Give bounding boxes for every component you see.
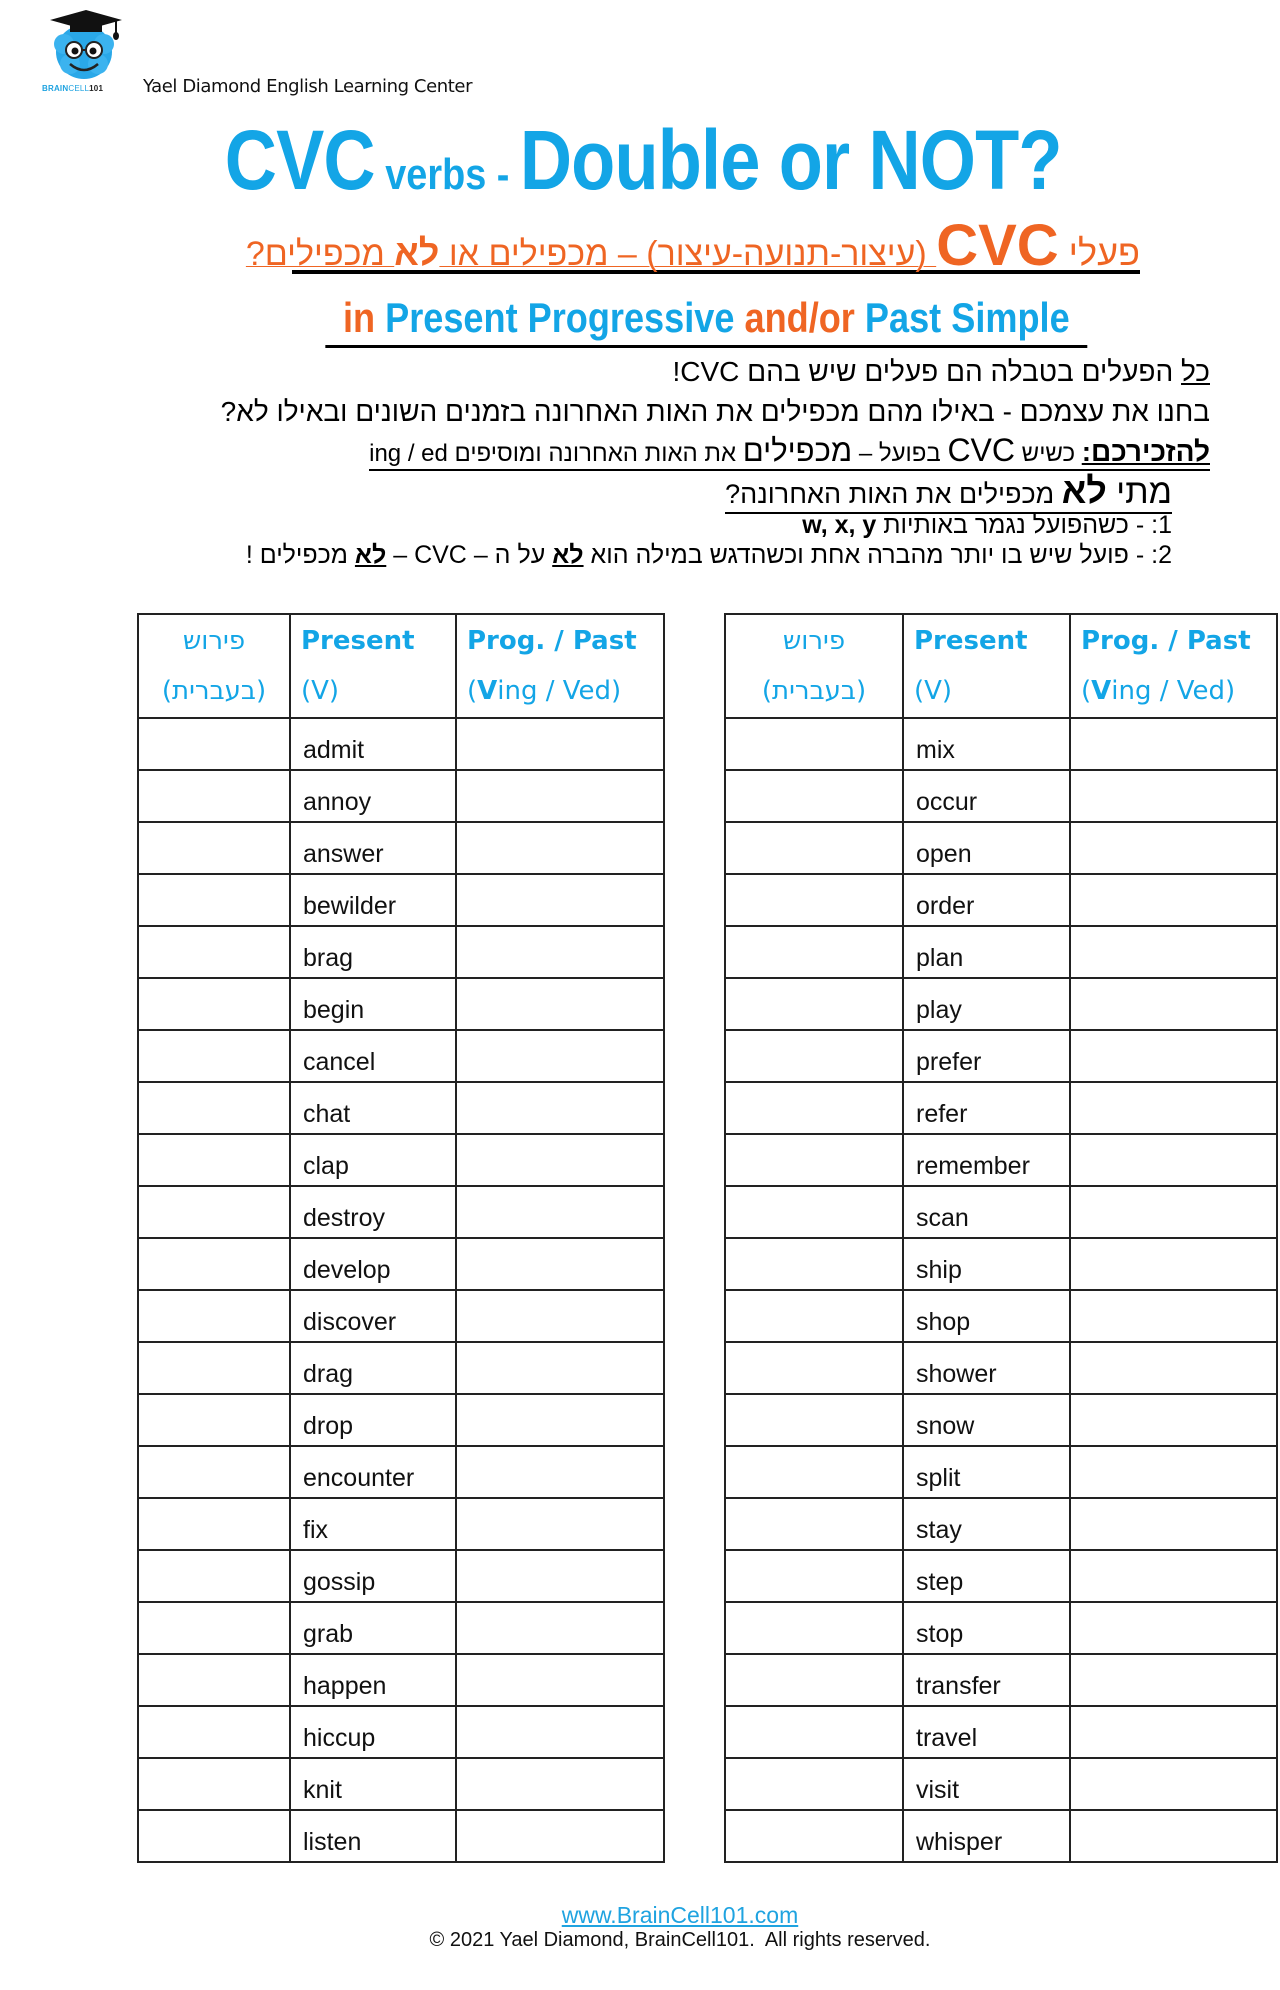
page-title <box>93 112 1194 209</box>
table-row <box>138 1758 664 1810</box>
header-present-line1: Present <box>301 626 415 656</box>
hebrew-subtitle-text1: (עיצור-תנועה-עיצור) – מכפילים או <box>439 235 937 273</box>
hebrew-meaning-cell[interactable] <box>725 1342 903 1394</box>
hebrew-meaning-cell[interactable] <box>725 718 903 770</box>
table-header-row <box>138 614 664 718</box>
hebrew-meaning-cell[interactable] <box>725 1394 903 1446</box>
verb-cell: chat <box>290 1082 456 1134</box>
prog-past-answer-cell[interactable] <box>456 926 664 978</box>
prog-past-answer-cell[interactable] <box>1070 1602 1277 1654</box>
hebrew-meaning-cell[interactable] <box>138 1134 290 1186</box>
v-bold: V <box>477 676 498 706</box>
hebrew-meaning-cell[interactable] <box>725 1498 903 1550</box>
table-row <box>138 1550 664 1602</box>
table-row <box>138 1342 664 1394</box>
verb-cell: transfer <box>903 1654 1070 1706</box>
prog-past-answer-cell[interactable] <box>1070 926 1277 978</box>
table-row <box>725 770 1277 822</box>
table-row <box>138 1238 664 1290</box>
prog-past-answer-cell[interactable] <box>1070 1342 1277 1394</box>
prog-past-answer-cell[interactable] <box>456 1654 664 1706</box>
hebrew-meaning-cell[interactable] <box>138 1706 290 1758</box>
hebrew-meaning-cell[interactable] <box>725 1810 903 1862</box>
hebrew-meaning-cell[interactable] <box>138 1602 290 1654</box>
subtitle-past-simple: Past Simple <box>864 294 1070 341</box>
title-verbs: verbs - <box>374 150 520 199</box>
hebrew-meaning-cell[interactable] <box>725 1550 903 1602</box>
header-hebrew-meaning-line2: (בעברית) <box>161 676 267 706</box>
verb-cell: admit <box>290 718 456 770</box>
hebrew-meaning-cell[interactable] <box>725 874 903 926</box>
reminder-text-b: בפועל – <box>852 440 948 467</box>
prog-past-answer-cell[interactable] <box>1070 978 1277 1030</box>
table-row <box>138 1446 664 1498</box>
header-present-line2: (V) <box>914 676 953 706</box>
prog-past-answer-cell[interactable] <box>456 1498 664 1550</box>
hebrew-meaning-cell[interactable] <box>138 1810 290 1862</box>
instruction-line-2: בחנו את עצמכם - באילו מהם מכפילים את האות האחרונה בזמנים השונים ובאילו לא? <box>220 396 1210 427</box>
prog-past-answer-cell[interactable] <box>456 1134 664 1186</box>
hebrew-subtitle-la: לא <box>394 232 440 273</box>
logo-cell: CELL <box>68 84 90 93</box>
table-row <box>138 1498 664 1550</box>
verb-cell: play <box>903 978 1070 1030</box>
ved: Ved) <box>562 676 622 706</box>
table-row <box>725 1706 1277 1758</box>
paren: ( <box>1081 676 1092 706</box>
v-bold: V <box>1091 676 1112 706</box>
hebrew-meaning-cell[interactable] <box>725 1446 903 1498</box>
hebrew-meaning-cell[interactable] <box>725 1602 903 1654</box>
verb-cell: refer <box>903 1082 1070 1134</box>
brain-mascot-icon <box>40 6 132 86</box>
tagline: Yael Diamond English Learning Center <box>143 76 473 97</box>
prog-past-answer-cell[interactable] <box>456 874 664 926</box>
verb-cell: answer <box>290 822 456 874</box>
reminder-cvc: CVC <box>947 432 1015 468</box>
prog-past-answer-cell[interactable] <box>456 1030 664 1082</box>
hebrew-meaning-cell[interactable] <box>138 822 290 874</box>
verbs-table-right <box>724 613 1278 1863</box>
hebrew-meaning-cell[interactable] <box>138 1498 290 1550</box>
hebrew-meaning-cell[interactable] <box>725 1134 903 1186</box>
rule-2-la-2: לא <box>354 541 387 569</box>
verb-cell: shower <box>903 1342 1070 1394</box>
table-row <box>725 926 1277 978</box>
hebrew-meaning-cell[interactable] <box>138 978 290 1030</box>
table-row <box>725 1394 1277 1446</box>
prog-past-answer-cell[interactable] <box>1070 718 1277 770</box>
hebrew-meaning-cell[interactable] <box>725 1030 903 1082</box>
prog-past-answer-cell[interactable] <box>1070 1082 1277 1134</box>
header-present <box>290 614 456 718</box>
verb-cell: brag <box>290 926 456 978</box>
table-row <box>138 1706 664 1758</box>
table-row <box>725 1186 1277 1238</box>
prog-past-answer-cell[interactable] <box>456 1706 664 1758</box>
ved: Ved) <box>1176 676 1236 706</box>
hebrew-meaning-cell[interactable] <box>138 1550 290 1602</box>
verb-cell: whisper <box>903 1810 1070 1862</box>
verb-cell: cancel <box>290 1030 456 1082</box>
hebrew-meaning-cell[interactable] <box>138 770 290 822</box>
header-prog-past-line1: Prog. / Past <box>467 626 637 656</box>
logo-num: 101 <box>89 84 104 93</box>
hebrew-meaning-cell[interactable] <box>725 926 903 978</box>
hebrew-meaning-cell[interactable] <box>725 1758 903 1810</box>
reminder-text-a: כשיש <box>1015 440 1082 467</box>
verb-cell: destroy <box>290 1186 456 1238</box>
header-present-line2: (V) <box>301 676 340 706</box>
rule-1-number: 1: - <box>1128 511 1172 539</box>
table-row <box>138 1134 664 1186</box>
subtitle-in: in <box>342 294 386 341</box>
prog-past-answer-cell[interactable] <box>1070 1134 1277 1186</box>
header-prog-past-line1: Prog. / Past <box>1081 626 1251 656</box>
table-row <box>725 1342 1277 1394</box>
reminder-line <box>369 432 1210 471</box>
verb-cell: listen <box>290 1810 456 1862</box>
verb-cell: drop <box>290 1394 456 1446</box>
hebrew-meaning-cell[interactable] <box>725 1082 903 1134</box>
verb-cell: ship <box>903 1238 1070 1290</box>
table-row <box>725 1758 1277 1810</box>
hebrew-meaning-cell[interactable] <box>138 1758 290 1810</box>
verb-cell: plan <box>903 926 1070 978</box>
header-hebrew-meaning-line1: פירוש <box>782 626 846 656</box>
rule-2-number: 2: - <box>1128 541 1172 569</box>
table-row <box>725 1498 1277 1550</box>
subtitle-present-progressive: Present Progressive <box>385 294 735 341</box>
hebrew-subtitle-text2: מכפילים? <box>245 235 395 273</box>
header-hebrew-meaning-line2: (בעברית) <box>761 676 867 706</box>
instruction-line-1 <box>672 356 1210 388</box>
table-row <box>725 1082 1277 1134</box>
table-row <box>725 1550 1277 1602</box>
ing-slash: ing / <box>1111 676 1177 706</box>
prog-past-answer-cell[interactable] <box>1070 874 1277 926</box>
header-hebrew-meaning <box>138 614 290 718</box>
verb-cell: stay <box>903 1498 1070 1550</box>
verb-cell: begin <box>290 978 456 1030</box>
prog-past-answer-cell[interactable] <box>456 1290 664 1342</box>
rule-2-la-1: לא <box>552 541 584 569</box>
table-row <box>138 1290 664 1342</box>
verb-cell: happen <box>290 1654 456 1706</box>
prog-past-answer-cell[interactable] <box>456 1342 664 1394</box>
table-row <box>725 1238 1277 1290</box>
verb-cell: snow <box>903 1394 1070 1446</box>
table-row <box>138 1602 664 1654</box>
table-row <box>725 1654 1277 1706</box>
table-row <box>725 1602 1277 1654</box>
verb-cell: shop <box>903 1290 1070 1342</box>
header-present <box>903 614 1070 718</box>
verb-cell: scan <box>903 1186 1070 1238</box>
hebrew-meaning-cell[interactable] <box>138 1394 290 1446</box>
table-row <box>138 874 664 926</box>
verbs-table-left <box>137 613 665 1863</box>
header-prog-past <box>456 614 664 718</box>
table-row <box>138 822 664 874</box>
verb-cell: split <box>903 1446 1070 1498</box>
hebrew-meaning-cell[interactable] <box>138 1186 290 1238</box>
table-row <box>138 770 664 822</box>
verb-cell: encounter <box>290 1446 456 1498</box>
verb-cell: prefer <box>903 1030 1070 1082</box>
rule-2-text-b: על ה – CVC – <box>386 541 553 569</box>
prog-past-answer-cell[interactable] <box>1070 770 1277 822</box>
table-row <box>138 1394 664 1446</box>
hebrew-meaning-cell[interactable] <box>138 718 290 770</box>
table-row <box>138 1186 664 1238</box>
table-row <box>725 874 1277 926</box>
header-hebrew-meaning <box>725 614 903 718</box>
title-double-or-not: Double or NOT? <box>519 113 1062 207</box>
hebrew-meaning-cell[interactable] <box>138 1654 290 1706</box>
table-row <box>725 1134 1277 1186</box>
prog-past-answer-cell[interactable] <box>1070 1758 1277 1810</box>
verb-cell: discover <box>290 1290 456 1342</box>
prog-past-answer-cell[interactable] <box>1070 1706 1277 1758</box>
table-row <box>138 1030 664 1082</box>
when-not-heading <box>725 470 1172 514</box>
hebrew-meaning-cell[interactable] <box>725 1290 903 1342</box>
verb-cell: travel <box>903 1706 1070 1758</box>
prog-past-answer-cell[interactable] <box>1070 1238 1277 1290</box>
table-row <box>725 1290 1277 1342</box>
prog-past-answer-cell[interactable] <box>1070 822 1277 874</box>
hebrew-subtitle-verbs: פעלי <box>1058 232 1140 273</box>
rule-1-letters: w, x, y <box>802 511 877 539</box>
prog-past-answer-cell[interactable] <box>456 718 664 770</box>
table-row <box>138 1082 664 1134</box>
verb-cell: open <box>903 822 1070 874</box>
table-row <box>725 978 1277 1030</box>
prog-past-answer-cell[interactable] <box>456 770 664 822</box>
verb-cell: grab <box>290 1602 456 1654</box>
verb-cell: step <box>903 1550 1070 1602</box>
verb-cell: remember <box>903 1134 1070 1186</box>
hebrew-meaning-cell[interactable] <box>138 1030 290 1082</box>
prog-past-answer-cell[interactable] <box>456 1186 664 1238</box>
table-row <box>725 1810 1277 1862</box>
table-header-row <box>725 614 1277 718</box>
prog-past-answer-cell[interactable] <box>456 1550 664 1602</box>
verb-cell: order <box>903 874 1070 926</box>
verb-cell: develop <box>290 1238 456 1290</box>
verb-cell: knit <box>290 1758 456 1810</box>
prog-past-answer-cell[interactable] <box>456 1810 664 1862</box>
prog-past-answer-cell[interactable] <box>1070 1550 1277 1602</box>
rule-1 <box>802 511 1172 540</box>
prog-past-answer-cell[interactable] <box>1070 1030 1277 1082</box>
prog-past-answer-cell[interactable] <box>456 1602 664 1654</box>
table-row <box>138 1654 664 1706</box>
website-link[interactable]: www.BrainCell101.com <box>561 1902 799 1928</box>
table-row <box>138 926 664 978</box>
hebrew-meaning-cell[interactable] <box>138 1082 290 1134</box>
instruction-line-1-text: הפעלים בטבלה הם פעלים שיש בהם CVC! <box>672 356 1182 387</box>
verb-cell: drag <box>290 1342 456 1394</box>
prog-past-answer-cell[interactable] <box>456 1394 664 1446</box>
hebrew-meaning-cell[interactable] <box>725 822 903 874</box>
prog-past-answer-cell[interactable] <box>1070 1498 1277 1550</box>
prog-past-answer-cell[interactable] <box>1070 1290 1277 1342</box>
table-row <box>138 718 664 770</box>
hebrew-meaning-cell[interactable] <box>138 926 290 978</box>
header-prog-past <box>1070 614 1277 718</box>
ing-slash: ing / <box>497 676 563 706</box>
paren: ( <box>467 676 478 706</box>
table-row <box>725 718 1277 770</box>
hebrew-subtitle <box>245 212 1140 278</box>
verb-cell: gossip <box>290 1550 456 1602</box>
hebrew-meaning-cell[interactable] <box>138 1446 290 1498</box>
hebrew-meaning-cell[interactable] <box>138 1290 290 1342</box>
copyright-notice: © 2021 Yael Diamond, BrainCell101. All rights reserved. <box>429 1929 931 1951</box>
reminder-text-c: את האות האחרונה ומוסיפים ing / ed <box>369 440 743 467</box>
rule-2-text-c: מכפילים ! <box>245 541 355 569</box>
prog-past-answer-cell[interactable] <box>1070 1446 1277 1498</box>
hebrew-meaning-cell[interactable] <box>725 770 903 822</box>
hebrew-meaning-cell[interactable] <box>725 1706 903 1758</box>
when-not-rest: מכפילים את האות האחרונה? <box>725 479 1062 509</box>
header-prog-past-line2 <box>1081 666 1266 716</box>
hebrew-meaning-cell[interactable] <box>725 1238 903 1290</box>
verb-cell: stop <box>903 1602 1070 1654</box>
hebrew-subtitle-cvc: CVC <box>936 213 1059 278</box>
prog-past-answer-cell[interactable] <box>1070 1810 1277 1862</box>
header-prog-past-line2 <box>467 666 653 716</box>
prog-past-answer-cell[interactable] <box>456 1446 664 1498</box>
logo-wordmark <box>42 84 103 93</box>
table-row <box>138 978 664 1030</box>
table-row <box>725 822 1277 874</box>
logo-brain: BRAIN <box>42 84 69 93</box>
hebrew-meaning-cell[interactable] <box>138 874 290 926</box>
prog-past-answer-cell[interactable] <box>456 1758 664 1810</box>
hebrew-meaning-cell[interactable] <box>138 1238 290 1290</box>
reminder-label: להזכירכם: <box>1081 436 1210 467</box>
prog-past-answer-cell[interactable] <box>1070 1654 1277 1706</box>
verb-cell: hiccup <box>290 1706 456 1758</box>
when-not-la: לא <box>1061 470 1107 511</box>
prog-past-answer-cell[interactable] <box>1070 1394 1277 1446</box>
hebrew-meaning-cell[interactable] <box>725 1654 903 1706</box>
title-cvc: CVC <box>224 113 375 207</box>
hebrew-meaning-cell[interactable] <box>138 1342 290 1394</box>
verb-cell: fix <box>290 1498 456 1550</box>
table-row <box>725 1030 1277 1082</box>
header-present-line1: Present <box>914 626 1028 656</box>
hebrew-meaning-cell[interactable] <box>725 1186 903 1238</box>
header-hebrew-meaning-line1: פירוש <box>182 626 246 656</box>
verb-cell: clap <box>290 1134 456 1186</box>
reminder-doubling: מכפילים <box>742 433 853 468</box>
verb-cell: annoy <box>290 770 456 822</box>
hebrew-meaning-cell[interactable] <box>725 978 903 1030</box>
tense-subtitle <box>325 294 1087 348</box>
verb-cell: visit <box>903 1758 1070 1810</box>
rule-2-text-a: פועל שיש בו יותר מהברה אחת וכשהדגש במילה הוא <box>583 541 1129 569</box>
rule-2 <box>246 541 1172 570</box>
instruction-line-1-kol: כל <box>1181 356 1210 387</box>
verb-cell: occur <box>903 770 1070 822</box>
when-not-prefix: מתי <box>1106 473 1172 511</box>
prog-past-answer-cell[interactable] <box>456 1082 664 1134</box>
prog-past-answer-cell[interactable] <box>456 1238 664 1290</box>
prog-past-answer-cell[interactable] <box>456 978 664 1030</box>
table-row <box>725 1446 1277 1498</box>
verb-cell: bewilder <box>290 874 456 926</box>
subtitle-and-or: and/or <box>734 294 865 341</box>
prog-past-answer-cell[interactable] <box>456 822 664 874</box>
table-row <box>138 1810 664 1862</box>
prog-past-answer-cell[interactable] <box>1070 1186 1277 1238</box>
verb-cell: mix <box>903 718 1070 770</box>
rule-1-text: כשהפועל נגמר באותיות <box>876 511 1129 539</box>
